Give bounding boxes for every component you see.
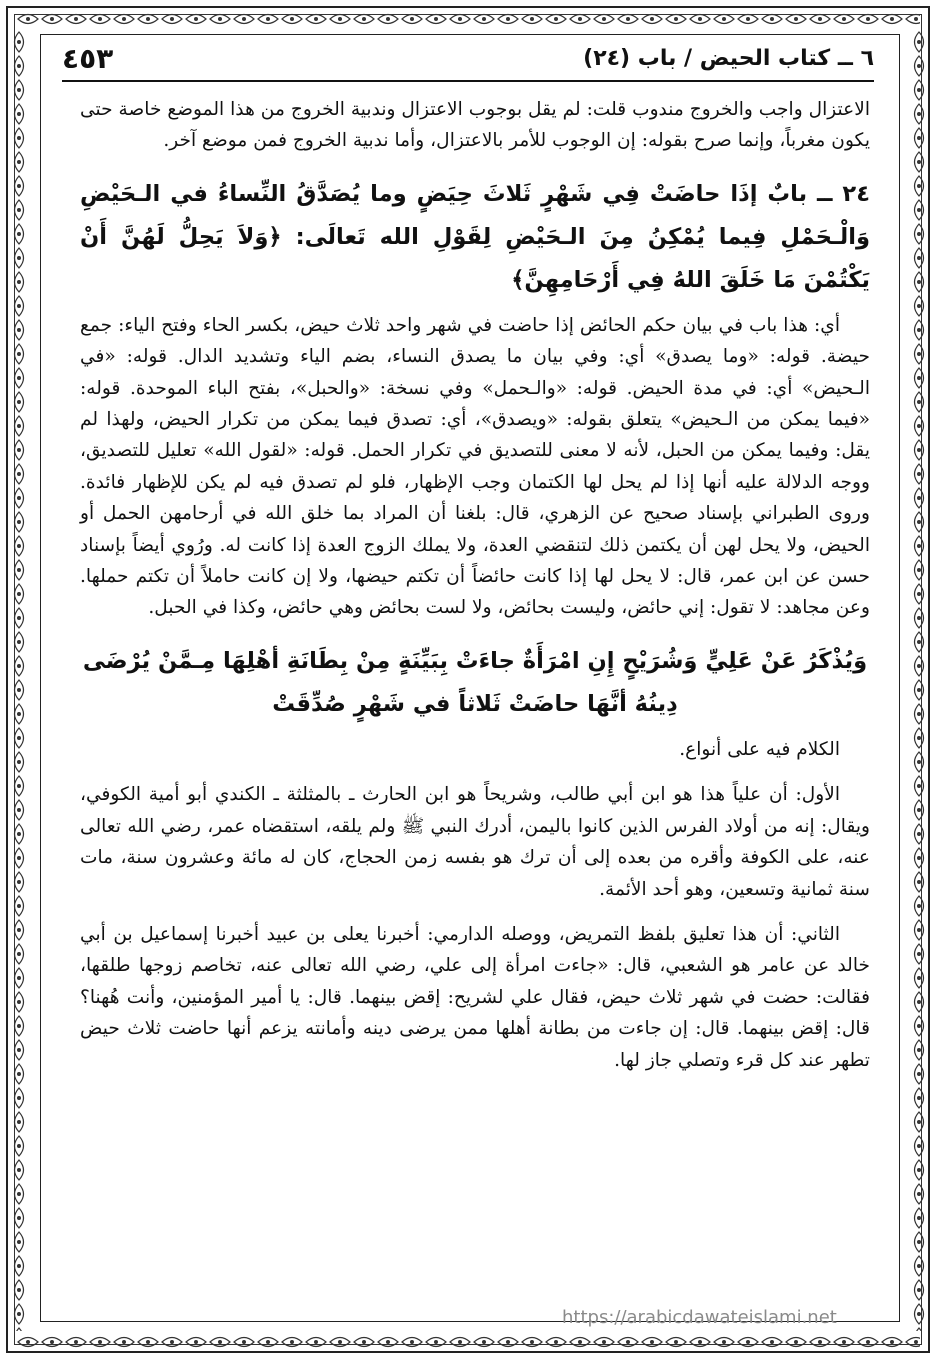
paragraph-commentary: أي: هذا باب في بيان حكم الحائض إذا حاضت في شهر واحد ثلاث حيض، بكسر الحاء وفتح الياء: جمع حيضة. قوله: «وما يصدق» أي: وفي بيان ما يصدق النساء، بضم الياء وتشديد الدال. قوله: «في الـحيض» أي: في مدة الحيض. قوله: «والـحمل» وفي نسخة: «والحبل»، بفتح الباء الموحدة. قوله: «فيما يمكن من الـحيض» يتعلق بقوله: «ويصدق»، أي: تصدق فيما يمكن من تكرار الحيض، ولهذا لم يقل: وفيما يمكن من الحبل، لأنه لا معنى للتصديق في تكرار الحمل. قوله: «لقول الله» تعليل للتصديق، ووجه الدلالة عليه أنها إذا لم يحل لها الكتمان وجب الإظهار، فلو لم تصدق فيه لم يكن للإظهار فائدة. وروى الطبراني بإسناد صحيح عن الزهري، قال: بلغنا أن المراد بما خلق الله في أرحامهن الحمل أو الحيض، ولا يحل لهن أن يكتمن ذلك لتنقضي العدة، ولا يملك الزوج العدة إذا كانت له. ورُوي أيضاً بإسناد حسن عن ابن عمر، قال: لا يحل لها إذا كانت حائضاً أن تكتم حيضها، ولا إن كانت حاملاً أن تكتم حملها. وعن مجاهد: لا تقول: إني حائض، وليست بحائض، ولا لست بحائض وهي حائض، وكذا في الحبل. — [80, 314, 870, 619]
page-body — [80, 94, 870, 1076]
paragraph-second: الثاني: أن هذا تعليق بلفظ التمريض، ووصله الدارمي: أخبرنا يعلى بن عبيد أخبرنا إسماعيل بن أبي خالد عن عامر هو الشعبي، قال: «جاءت امرأة إلى علي، رضي الله تعالى عنه، تخاصم زوجها طلقها، فقالت: حضت في شهر ثلاث حيض، فقال علي لشريح: إقض بينهما. قال: يا أمير المؤمنين، وأنت هُهنا؟ قال: إقض بينهما. قال: إن جاءت من بطانة أهلها ممن يرضى دينه وأمانته يزعم أنها حاضت ثلاث حيض تطهر عند كل قرء وتصلي جاز لها. — [80, 923, 870, 1071]
header-rule — [62, 80, 874, 82]
hadith-text: وَيُذْكَرُ عَنْ عَلِيٍّ وَشُرَيْحٍ إِنِ امْرَأَةٌ جاءَتْ بِبَيِّنَةٍ مِنْ بِطَانَةِ أهْلِهَا مِـمَّنْ يُرْضَى دِينُهُ أنَّهَا حاضَتْ ثَلاثاً في شَهْرٍ صُدِّقَتْ — [82, 647, 868, 717]
page-header — [62, 40, 874, 76]
ornament-band-bottom — [16, 1333, 920, 1351]
ornament-band-top — [16, 10, 920, 28]
paragraph-first: الأول: أن علياً هذا هو ابن أبي طالب، وشريحاً هو ابن الحارث ـ بالمثلثة ـ الكندي أبو أمية الكوفي، ويقال: إنه من أولاد الفرس الذين كانوا باليمن، أدرك النبي ﷺ ولم يلقه، استقضاه عمر، رضي الله تعالى عنه، على الكوفة وأقره من بعده إلى أن ترك هو بفسه زمن الحجاج، كان له مائة وعشرون سنة، مات سنة ثمانية وتسعين، وهو أحد الأئمة. — [80, 784, 871, 900]
paragraph-intro: الكلام فيه على أنواع. — [679, 738, 840, 760]
page-number: ٤٥٣ — [62, 41, 114, 75]
running-title: ٦ ــ كتاب الحيض / باب (٢٤) — [583, 45, 874, 71]
watermark-url: https://arabicdawateislami.net — [562, 1307, 837, 1328]
paragraph-continuation: الاعتزال واجب والخروج مندوب قلت: لم يقل بوجوب الاعتزال وندبية الخروج من هذا الموضع خاصة حتى يكون مغرباً، وإنما صرح بقوله: إن الوجوب للأمر بالاعتزال، وأما ندبية الخروج فمن موضع آخر. — [80, 99, 870, 152]
ornament-band-right — [910, 30, 928, 1331]
chapter-heading: ٢٤ ــ بابٌ إذَا حاضَتْ فِي شَهْرٍ ثَلاثَ حِيَضٍ وما يُصَدَّقُ النِّساءُ في الـحَيْضِ وَالْـحَمْلِ فِيما يُمْكِنُ مِنَ الـحَيْضِ لِقَوْلِ الله تَعالَى: ﴿وَلاَ يَحِلُّ لَهُنَّ أَنْ يَكْتُمْنَ مَا خَلَقَ اللهُ فِي أَرْحَامِهِنَّ﴾ — [80, 180, 870, 293]
ornament-band-left — [10, 30, 28, 1331]
